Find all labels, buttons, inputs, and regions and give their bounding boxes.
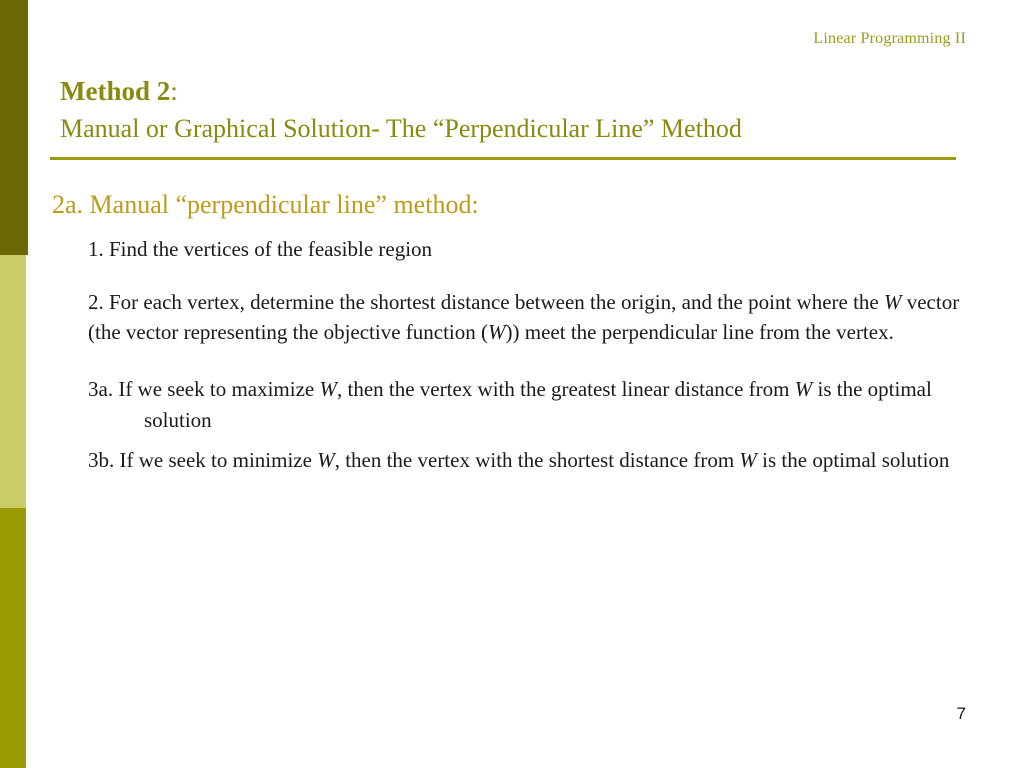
slide-title-primary: [60, 74, 960, 109]
sidebar-band-bottom: [0, 508, 26, 768]
step-3b-part-b: , then the vertex with the shortest distance from: [334, 448, 740, 473]
list-item-step-2: [88, 287, 978, 348]
step-2-text: [88, 287, 978, 348]
step-3a-variable-1: W: [319, 376, 337, 401]
step-3b-part-c: is the optimal solution: [756, 448, 950, 473]
step-3b-part-a: 3b. If we seek to minimize: [88, 448, 318, 473]
section-heading: 2a. Manual “perpendicular line” method:: [52, 190, 479, 219]
page-number: 7: [956, 704, 966, 723]
slide-running-header: Linear Programming II: [813, 30, 966, 47]
step-3b-text: [88, 445, 978, 476]
step-3b-variable-1: W: [317, 448, 335, 473]
list-item-step-3a: [88, 374, 978, 435]
title-divider-rule: [50, 157, 956, 160]
sidebar-band-top: [0, 0, 28, 255]
slide-title-secondary: Manual or Graphical Solution- The “Perpendicular Line” Method: [60, 113, 742, 143]
list-item-step-1: [88, 234, 978, 265]
step-3a-part-b: , then the vertex with the greatest linear distance from: [337, 376, 795, 401]
step-2-part-b: vector (the vector representing the objective function (: [88, 289, 960, 345]
step-2-part-a: 2. For each vertex, determine the shortest distance between the origin, and the point where the: [88, 289, 884, 314]
step-3a-text: [88, 374, 978, 435]
sidebar-band-middle: [0, 255, 26, 508]
step-1-text: 1. Find the vertices of the feasible region: [88, 237, 433, 261]
step-2-part-c: )) meet the perpendicular line from the vertex.: [505, 320, 894, 345]
list-item-step-3b: [88, 445, 978, 476]
slide-title-block: [60, 74, 960, 145]
step-3a-variable-2: W: [794, 376, 813, 401]
title-method-colon: :: [170, 76, 178, 106]
title-method-label: Method 2: [60, 76, 171, 106]
decorative-sidebar: [0, 0, 30, 768]
step-3a-part-a: 3a. If we seek to maximize: [88, 376, 320, 401]
step-3b-variable-2: W: [739, 448, 757, 473]
step-2-variable-1: W: [883, 289, 902, 314]
step-2-variable-2: W: [488, 320, 506, 345]
step-3a-part-c: is the optimal solution: [144, 376, 932, 432]
slide-body: [88, 234, 978, 498]
